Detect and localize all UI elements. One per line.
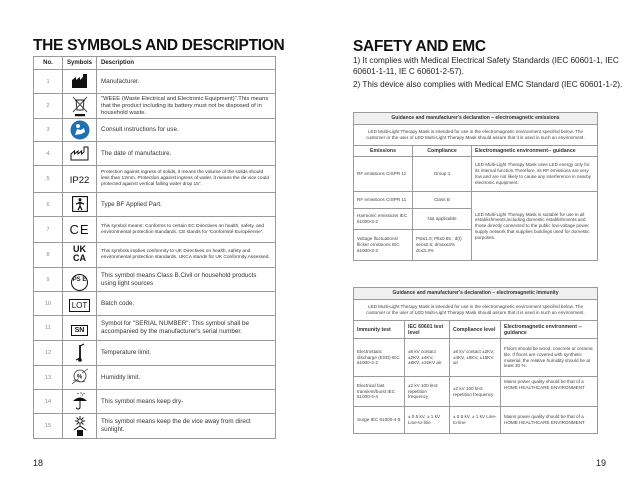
symbols-table-header (34, 57, 276, 70)
immunity-table-intro: LED Multi-Light Therapy Mask is intended for use in the electromagnetic environment specifed below. The customer or the user of LED Multi-Light Therapy Mask should assure that it is used in such an environment. (354, 300, 598, 321)
table-row (34, 390, 276, 414)
table-row (34, 166, 276, 193)
emc-paragraph: 2) This device also complies with Medical EMC Standard (IEC 60601-1-2). (353, 80, 623, 89)
page-number: 18 (33, 458, 44, 468)
immunity-table (353, 287, 598, 434)
row-description: Temperature limit. (97, 341, 276, 366)
immunity-compliance: ± 0.5 kV, ± 1 kV Line-to-line (450, 407, 501, 434)
emission-compliance: Not applicable (413, 209, 472, 230)
row-description: This symbol means keep dry- (97, 390, 276, 414)
row-number: 15 (34, 414, 63, 439)
keep-dry-icon (71, 392, 89, 410)
immunity-table-caption: Guidance and manufacturer's declaration – electromagnetic immunity (354, 288, 598, 300)
keep-away-sunlight-icon (71, 415, 89, 437)
table-row (34, 193, 276, 217)
emission-name: RF emissions CISPR 11 (354, 157, 413, 192)
row-description: The date of manufacture. (97, 142, 276, 166)
header-description: Description (97, 57, 276, 70)
pse-mark-icon: PS E (71, 274, 88, 291)
immunity-guidance: Floors should be wood, concrete or ceramic tile. If floors are covered with synthetic material, the relative humidity should be at least 30 %. (501, 339, 598, 377)
row-description: Consult instructions for use. (97, 119, 276, 142)
row-description: This symbol means keep the de vice away from direct sunlight. (97, 414, 276, 439)
symbols-page-title: THE SYMBOLS AND DESCRIPTION (33, 37, 285, 54)
row-number: 13 (34, 366, 63, 390)
row-number: 1 (34, 70, 63, 94)
symbols-table (33, 56, 276, 439)
row-number: 10 (34, 292, 63, 316)
header-immunity-test: Immunity test (354, 321, 405, 339)
row-description: Type BF Applied Part. (97, 193, 276, 217)
table-row (354, 377, 598, 407)
date-of-manufacture-icon (70, 146, 90, 161)
table-row (34, 70, 276, 94)
row-number: 7 (34, 217, 63, 243)
table-row (354, 192, 598, 209)
table-row (34, 217, 276, 243)
lot-icon: LOT (69, 299, 91, 312)
immunity-compliance: ±2 kV 100 kHz repetition frequency (450, 377, 501, 407)
table-row (34, 243, 276, 268)
manufacturer-icon (71, 73, 89, 89)
consult-instructions-icon (70, 120, 90, 140)
row-description: Batch code. (97, 292, 276, 316)
immunity-test-name: Electrostatic discharge (ESD) IEC 61000-4-2 (354, 339, 405, 377)
row-description: This symbol means: Conforms to certain EC Directives on health, safety, and environmental protection standards. CE stands for 'Conformité Européenne'. (97, 217, 276, 243)
ip-rating-icon: IP22 (69, 175, 90, 186)
table-row (34, 341, 276, 366)
emission-guidance: LED Multi-Light Therapy Mask uses LED energy only for its internal function.Therefore, its RF emissions are very low and are not likely to cause any interference in nearby electronic equipment. (472, 157, 598, 192)
table-row (34, 292, 276, 316)
immunity-test-level: ±8 kV contact ±2KV, ±4KV, ±8KV, ±15KV air (405, 339, 450, 377)
header-compliance-level: Compliance level (450, 321, 501, 339)
table-row (354, 157, 598, 192)
table-row (34, 366, 276, 390)
weee-bin-icon (72, 96, 88, 117)
table-row (34, 316, 276, 341)
immunity-test-level: ± 0.5 kV, ± 1 kV Line-to-line (405, 407, 450, 434)
header-symbols: Symbols (63, 57, 97, 70)
row-number: 14 (34, 390, 63, 414)
table-row (354, 407, 598, 434)
row-number: 11 (34, 316, 63, 341)
row-description: Manufacturer. (97, 70, 276, 94)
row-description: Humidity limit. (97, 366, 276, 390)
emission-name: Harmonic emissions IEC 61000-3-2 (354, 209, 413, 230)
row-description: Symbol for "SERIAL NUMBER". This symbol shall be accompanied by the manufacturer's serial number. (97, 316, 276, 341)
humidity-percent-label: % (76, 373, 83, 380)
ukca-mark-icon: UK CA (73, 243, 86, 263)
table-row (354, 339, 598, 377)
emissions-table-intro: LED Multi-Light Therapy Mask is intended for use in the electromagnetic environment specifed below. The customer or the user of LED Multi-Light Therapy Mask should assure that it is used in such an environment. (354, 125, 598, 146)
header-no: No. (34, 57, 63, 70)
immunity-test-name: Electrical fast transient/burst IEC 61000-4-4 (354, 377, 405, 407)
table-row (34, 119, 276, 142)
row-number: 5 (34, 166, 63, 193)
immunity-guidance: Mains power quality should be that of a HOME HEALTHCARE ENVIRONMENT (501, 407, 598, 434)
ce-mark-icon: CE (69, 221, 90, 237)
row-number: 2 (34, 94, 63, 119)
header-emissions: Emissions (354, 146, 413, 157)
page-number: 19 (596, 458, 607, 468)
row-number: 8 (34, 243, 63, 268)
right-page (320, 0, 640, 497)
type-bf-icon (72, 196, 88, 212)
row-number: 6 (34, 193, 63, 217)
table-row (34, 414, 276, 439)
row-number: 4 (34, 142, 63, 166)
header-test-level: IEC 60601 test level (405, 321, 450, 339)
row-description: Protection against ingress of solids, it means the volume of the solids should less than 12mm. Protection against ingress of water, it means the de vice could protected against vertical falling water drop 15°. (97, 166, 276, 193)
header-compliance: Compliance (413, 146, 472, 157)
table-row (34, 142, 276, 166)
emission-guidance: LED Multi-Light Therapy Mask is suitable for use in all establishments,including domestic establishments and those directly connected to the public low-voltage power supply network that supplies buildings used for domestic purposes. (472, 192, 598, 261)
serial-number-icon: SN (71, 325, 89, 336)
emission-compliance: Group 1 (413, 157, 472, 192)
row-number: 12 (34, 341, 63, 366)
immunity-compliance: ±8 kV contact ±2KV, ±4KV, ±8KV, ±15KV air (450, 339, 501, 377)
row-number: 9 (34, 268, 63, 292)
emissions-table-caption: Guidance and manufacturer's declaration – electromagnetic emissions (354, 113, 598, 125)
immunity-test-level: ±2 kV 100 kHz repetition frequency (405, 377, 450, 407)
emission-name: RF emissions CISPR 11 (354, 192, 413, 209)
immunity-test-name: Surge IEC 61000-4-5 (354, 407, 405, 434)
header-guidance: Electromagnetic environment-- guidance (472, 146, 598, 157)
header-env-guidance: Electromagnetic environment --guidance (501, 321, 598, 339)
safety-paragraph: 1) It complies with Medical Electrical Safety Standards (IEC 60601-1, IEC 60601-1-11, IE C 60601-2-57). (353, 56, 619, 76)
row-description: This symbol means:Class B,Civil or household products using light sources (97, 268, 276, 292)
emission-name: Voltage fluctuations/ flicker emissions IEC 61000-3-3 (354, 230, 413, 261)
safety-page-title: SAFETY AND EMC (353, 38, 486, 55)
emission-compliance: Pst≤1.0; Plt≤0.65 ; d(t) sec≤0.5; dmax≤4% dc≤3.3% (413, 230, 472, 261)
row-number: 3 (34, 119, 63, 142)
temperature-limit-icon (74, 343, 86, 363)
emissions-table (353, 112, 598, 261)
table-row (34, 268, 276, 292)
emission-compliance: Class B (413, 192, 472, 209)
immunity-guidance: Mains power quality should be that of a HOME HEALTHCARE ENVIRONMENT (501, 377, 598, 407)
table-row (34, 94, 276, 119)
row-description: This symbols implies conformity to UK Directives on health, safety and environmental protection standards. UKCA stands for UK Conformity Assessed. (97, 243, 276, 268)
row-description: "WEEE (Waste Electrical and Electronic Equipment)".This means that the product including its battery must not be disposed of in household waste. (97, 94, 276, 119)
